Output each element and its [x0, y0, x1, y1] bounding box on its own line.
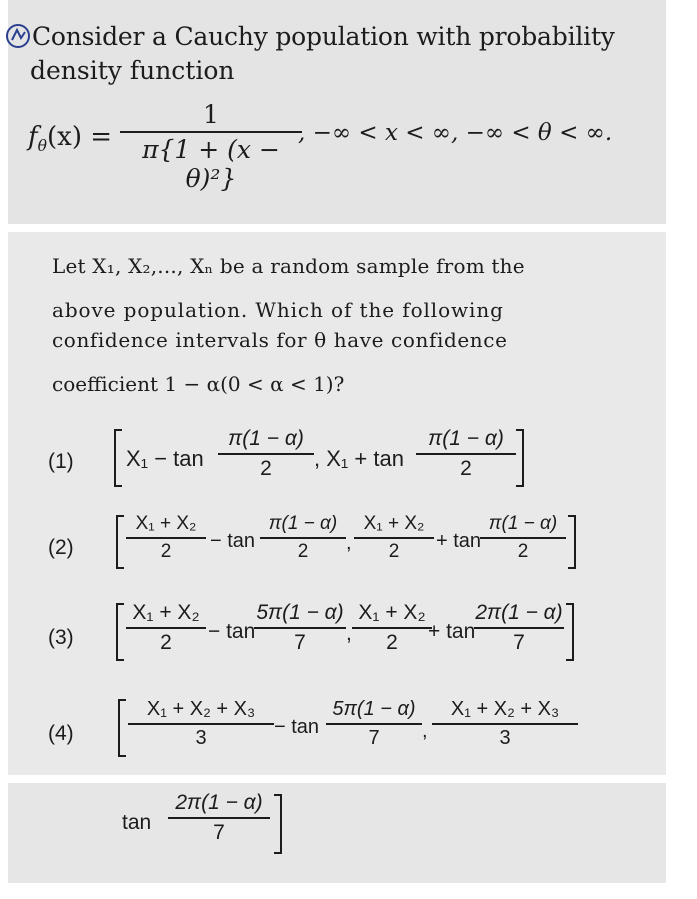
option-2-comma: , [346, 532, 352, 554]
option-1-left-term: X₁ − tan [126, 446, 204, 471]
option-1-right-bar [416, 453, 516, 455]
option-4-c-frac [432, 698, 578, 750]
option-4-b-frac [326, 698, 422, 750]
option-3-a-num: X₁ + X₂ [132, 601, 200, 624]
circled-number-icon [4, 22, 32, 50]
option-3-c-frac [352, 601, 432, 655]
pdf-lhs-arg: (x) = [47, 122, 113, 152]
option-2-plus-tan: + tan [436, 530, 482, 552]
pdf-domain: , −∞ < x < ∞, −∞ < θ < ∞. [298, 120, 613, 146]
option-1-right-bracket [514, 428, 526, 488]
option-4-d-bar [168, 817, 270, 819]
option-4-continuation-tan: tan [122, 811, 152, 834]
stem-line-1: Let X₁, X₂,..., Xₙ be a random sample from the [52, 254, 525, 278]
option-4-d-frac [168, 791, 270, 845]
option-2-a-num: X₁ + X₂ [135, 513, 197, 534]
question-line-2: density function [30, 56, 235, 85]
option-3-a-den: 2 [160, 631, 172, 654]
option-2-right-bracket [566, 514, 578, 570]
option-2-d-den: 2 [517, 541, 529, 562]
option-2-b-den: 2 [297, 541, 309, 562]
option-4-right-bracket [272, 793, 284, 855]
option-2-b-frac [260, 513, 346, 563]
option-3-d-den: 7 [513, 631, 525, 654]
option-4-b-bar [326, 723, 422, 725]
pdf-lhs [28, 122, 112, 155]
option-1-label[interactable]: (1) [48, 450, 74, 473]
option-4-d-den: 7 [213, 821, 225, 844]
option-3-b-bar [254, 627, 346, 629]
option-3-comma: , [346, 622, 352, 645]
option-4-a-den: 3 [195, 727, 207, 749]
option-4-a-frac [128, 698, 274, 750]
pdf-fraction [120, 100, 302, 193]
option-2-c-frac [354, 513, 434, 563]
option-3-minus-tan: − tan [208, 620, 256, 643]
option-1-left-num: π(1 − α) [228, 427, 304, 450]
option-3-a-bar [126, 627, 206, 629]
option-3-b-den: 7 [294, 631, 306, 654]
option-1-left-bar [218, 453, 314, 455]
option-2-b-num: π(1 − α) [268, 513, 338, 534]
question-body-panel [8, 232, 666, 775]
pdf-numerator: 1 [203, 100, 219, 129]
option-3-d-num: 2π(1 − α) [475, 601, 563, 624]
pdf-denominator: π{1 + (x − θ)²} [142, 135, 280, 193]
pdf-fraction-bar [120, 131, 302, 133]
option-2-c-bar [354, 537, 434, 539]
option-4-c-bar [432, 723, 578, 725]
option-3-d-frac [474, 601, 564, 655]
option-1-right-term: , X₁ + tan [314, 446, 404, 471]
continuation-panel [8, 783, 666, 883]
option-4-left-bracket [116, 698, 128, 758]
question-line-1: Consider a Cauchy population with probability [32, 22, 615, 51]
question-header-panel [8, 0, 666, 224]
option-3-right-bracket [564, 602, 576, 662]
option-4-b-num: 5π(1 − α) [332, 698, 416, 720]
option-3-d-bar [474, 627, 564, 629]
option-2-a-frac [126, 513, 206, 563]
option-2-a-den: 2 [160, 541, 172, 562]
option-1-left-den: 2 [260, 457, 272, 480]
stem-line-4: coefficient 1 − α(0 < α < 1)? [52, 372, 345, 396]
option-3-plus-tan: + tan [428, 620, 476, 643]
pdf-lhs-sub: θ [37, 137, 48, 156]
option-1-right-frac [416, 427, 516, 481]
option-4-label[interactable]: (4) [48, 722, 74, 745]
option-2-c-den: 2 [388, 541, 400, 562]
pdf-lhs-f: f [28, 122, 38, 152]
option-4-d-num: 2π(1 − α) [175, 791, 263, 814]
option-2-label[interactable]: (2) [48, 536, 74, 559]
option-3-c-den: 2 [386, 631, 398, 654]
option-4-comma: , [422, 720, 428, 742]
stem-line-2: above population. Which of the following [52, 298, 504, 322]
option-1-left-frac [218, 427, 314, 481]
option-3-c-bar [352, 627, 432, 629]
option-2-d-num: π(1 − α) [488, 513, 558, 534]
option-3-c-num: X₁ + X₂ [358, 601, 426, 624]
option-4-a-bar [128, 723, 274, 725]
option-1-left-bracket [112, 428, 124, 488]
option-2-c-num: X₁ + X₂ [363, 513, 425, 534]
option-2-b-bar [260, 537, 346, 539]
option-3-label[interactable]: (3) [48, 626, 74, 649]
option-2-d-frac [480, 513, 566, 563]
option-4-c-den: 3 [499, 727, 511, 749]
option-3-left-bracket [114, 602, 126, 662]
option-1-right-den: 2 [460, 457, 472, 480]
option-1-right-num: π(1 − α) [428, 427, 504, 450]
option-3-b-num: 5π(1 − α) [256, 601, 344, 624]
option-4-minus-tan: − tan [274, 716, 320, 738]
option-3-a-frac [126, 601, 206, 655]
option-4-c-num: X₁ + X₂ + X₃ [450, 698, 560, 720]
option-2-a-bar [126, 537, 206, 539]
option-4-b-den: 7 [368, 727, 380, 749]
option-2-left-bracket [114, 514, 126, 570]
option-4-a-num: X₁ + X₂ + X₃ [146, 698, 256, 720]
option-2-minus-tan: − tan [210, 530, 256, 552]
option-3-b-frac [254, 601, 346, 655]
option-2-d-bar [480, 537, 566, 539]
stem-line-3: confidence intervals for θ have confidence [52, 328, 508, 352]
